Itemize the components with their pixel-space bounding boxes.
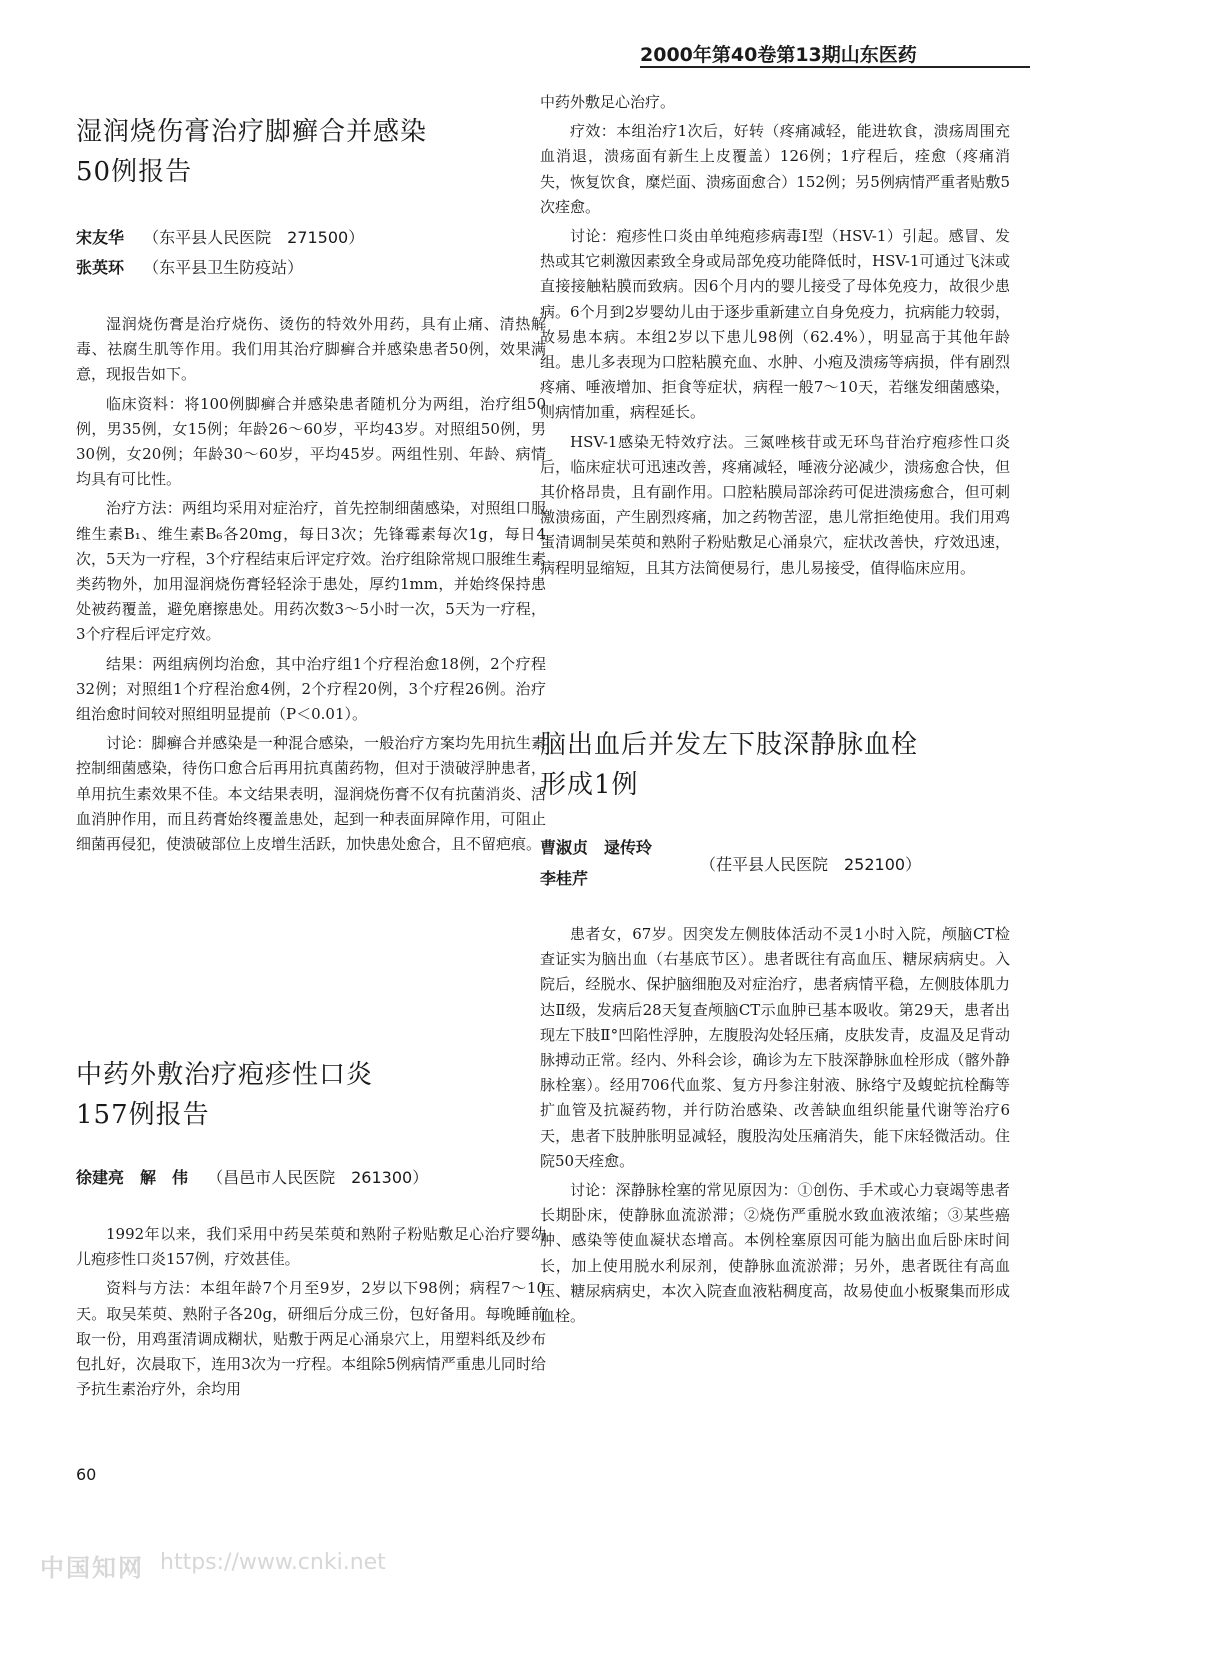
article-2-title-line-2: 157例报告 bbox=[76, 1100, 210, 1130]
body-paragraph: 讨论：脚癣合并感染是一种混合感染，一般治疗方案均先用抗生素控制细菌感染，待伤口愈合后再用抗真菌药物，但对于溃破浮肿患者，单用抗生素效果不佳。本文结果表明，湿润烧伤膏不仅有抗菌消炎、活血消肿作用，而且药膏始终覆盖患处，起到一种表面屏障作用，可阻止细菌再侵犯，使溃破部位上皮增生活跃，加快患处愈合，且不留疤痕。 bbox=[76, 734, 546, 854]
cnki-url: https://www.cnki.net bbox=[160, 1550, 386, 1575]
body-paragraph: HSV-1感染无特效疗法。三氮唑核苷或无环鸟苷治疗疱疹性口炎后，临床症状可迅速改善，疼痛减轻，唾液分泌减少，溃疡愈合快，但其价格昂贵，且有副作用。口腔粘膜局部涂药可促进溃疡愈合，但可刺激溃疡面，产生剧烈疼痛，加之药物苦涩，患儿常拒绝使用。我们用鸡蛋清调制吴茱萸和熟附子粉贴敷足心涌泉穴，症状改善快，疗效迅速，病程明显缩短，且其方法简便易行，患儿易接受，值得临床应用。 bbox=[540, 432, 1010, 577]
author-names: 李桂芹 bbox=[540, 869, 589, 888]
body-paragraph: 结果：两组病例均治愈，其中治疗组1个疗程治愈18例，2个疗程32例；对照组1个疗程治愈4例，2个疗程20例，3个疗程26例。治疗组治愈时间较对照组明显提前（P＜0.01）。 bbox=[76, 654, 546, 724]
article-3-author-1 bbox=[540, 835, 666, 860]
article-3-body bbox=[540, 922, 1010, 1329]
article-1-author-1 bbox=[76, 225, 364, 250]
body-paragraph: 湿润烧伤膏是治疗烧伤、烫伤的特效外用药，具有止痛、清热解毒、祛腐生肌等作用。我们用其治疗脚癣合并感染患者50例，效果满意，现报告如下。 bbox=[76, 315, 546, 384]
article-2-continued bbox=[540, 90, 1010, 581]
running-head: 2000年第40卷第13期山东医药 bbox=[640, 44, 917, 66]
body-paragraph: 讨论：疱疹性口炎由单纯疱疹病毒Ⅰ型（HSV-1）引起。感冒、发热或其它刺激因素致全身或局部免疫功能降低时，HSV-1可通过飞沫或直接接触粘膜而致病。因6个月内的婴儿接受了母体免疫力，故很少患病。6个月到2岁婴幼儿由于逐步重新建立自身免疫力，抗病能力较弱，故易患本病。本组2岁以下患儿98例（62.4%），明显高于其他年龄组。患儿多表现为口腔粘膜充血、水肿、小疱及溃疡等病损，伴有剧烈疼痛、唾液增加、拒食等症状，病程一般7～10天，若继发细菌感染，则病情加重，病程延长。 bbox=[540, 227, 1010, 422]
body-paragraph: 讨论：深静脉栓塞的常见原因为：①创伤、手术或心力衰竭等患者长期卧床，使静脉血流淤滞；②烧伤严重脱水致血液浓缩；③某些癌肿、感染等使血凝状态增高。本例栓塞原因可能为脑出血后卧床时间长，加上使用脱水利尿剂，使静脉血流淤滞；另外，患者既往有高血压、糖尿病病史，本次入院查血液粘稠度高，故易使血小板聚集而形成血栓。 bbox=[540, 1181, 1010, 1326]
article-2-author-1 bbox=[76, 1165, 428, 1190]
article-3-title-line-2: 形成1例 bbox=[540, 770, 639, 800]
header-rule bbox=[640, 66, 1030, 68]
author-names: 徐建亮 解 伟 bbox=[76, 1168, 189, 1187]
author-names: 张英环 bbox=[76, 258, 125, 277]
article-2-title bbox=[76, 1055, 546, 1135]
article-3-title bbox=[540, 725, 1010, 805]
article-3-affiliation bbox=[700, 852, 921, 877]
body-paragraph: 1992年以来，我们采用中药吴茱萸和熟附子粉贴敷足心治疗婴幼儿疱疹性口炎157例，疗效甚佳。 bbox=[76, 1225, 546, 1269]
body-paragraph: 患者女，67岁。因突发左侧肢体活动不灵1小时入院，颅脑CT检查证实为脑出血（右基底节区）。患者既往有高血压、糖尿病病史。入院后，经脱水、保护脑细胞及对症治疗，患者病情平稳，左侧肢体肌力达Ⅱ级，发病后28天复查颅脑CT示血肿已基本吸收。第29天，患者出现左下肢Ⅱ°凹陷性浮肿，左腹股沟处轻压痛，皮肤发青，皮温及足背动脉搏动正常。经内、外科会诊，确诊为左下肢深静脉血栓形成（髂外静脉栓塞）。经用706代血浆、复方丹参注射液、脉络宁及蝮蛇抗栓酶等扩血管及抗凝药物，并行防治感染、改善缺血组织能量代谢等治疗6天，患者下肢肿胀明显减轻，腹股沟处压痛消失，能下床轻微活动。住院50天痊愈。 bbox=[540, 925, 1010, 1170]
article-2-title-line-1: 中药外敷治疗疱疹性口炎 bbox=[76, 1060, 374, 1090]
author-affiliation: （东平县人民医院 271500） bbox=[143, 228, 365, 247]
body-paragraph: 资料与方法：本组年龄7个月至9岁，2岁以下98例；病程7～10天。取吴茱萸、熟附子各20g，研细后分成三份，包好备用。每晚睡前取一份，用鸡蛋清调成糊状，贴敷于两足心涌泉穴上，用塑料纸及纱布包扎好，次晨取下，连用3次为一疗程。本组除5例病情严重患儿同时给予抗生素治疗外，余均用 bbox=[76, 1279, 546, 1399]
article-3-author-2 bbox=[540, 866, 602, 891]
cnki-logo: 中国知网 bbox=[40, 1554, 144, 1582]
author-affiliation: （昌邑市人民医院 261300） bbox=[207, 1168, 429, 1187]
article-2-body bbox=[76, 1222, 546, 1402]
body-paragraph: 疗效：本组治疗1次后，好转（疼痛减轻，能进软食，溃疡周围充血消退，溃疡面有新生上皮覆盖）126例；1疗程后，痊愈（疼痛消失，恢复饮食，糜烂面、溃疡面愈合）152例；另5例病情严重者贴敷5次痊愈。 bbox=[540, 122, 1010, 216]
article-1-author-2 bbox=[76, 255, 303, 280]
article-1-title bbox=[76, 112, 546, 192]
author-names: 宋友华 bbox=[76, 228, 125, 247]
body-paragraph: 治疗方法：两组均采用对症治疗，首先控制细菌感染，对照组口服维生素B₁、维生素B₆各20mg，每日3次；先锋霉素每次1g，每日4次，5天为一疗程，3个疗程结束后评定疗效。治疗组除常规口服维生素类药物外，加用湿润烧伤膏轻轻涂于患处，厚约1mm，并始终保持患处被药覆盖，避免磨擦患处。用药次数3～5小时一次，5天为一疗程，3个疗程后评定疗效。 bbox=[76, 499, 546, 644]
author-affiliation: （东平县卫生防疫站） bbox=[143, 258, 304, 277]
page-number: 60 bbox=[76, 1465, 97, 1484]
article-1-body bbox=[76, 312, 546, 857]
author-affiliation: （茌平县人民医院 252100） bbox=[700, 855, 922, 874]
continued-lead: 中药外敷足心治疗。 bbox=[540, 93, 676, 111]
article-1-title-line-2: 50例报告 bbox=[76, 157, 193, 187]
body-paragraph: 临床资料：将100例脚癣合并感染患者随机分为两组，治疗组50例，男35例，女15例；年龄26～60岁，平均43岁。对照组50例，男30例，女20例；年龄30～60岁，平均45岁。两组性别、年龄、病情均具有可比性。 bbox=[76, 394, 546, 489]
article-3-title-line-1: 脑出血后并发左下肢深静脉血栓 bbox=[540, 730, 919, 760]
author-names: 曹淑贞 逯传玲 bbox=[540, 838, 653, 857]
article-1-title-line-1: 湿润烧伤膏治疗脚癣合并感染 bbox=[76, 117, 428, 147]
